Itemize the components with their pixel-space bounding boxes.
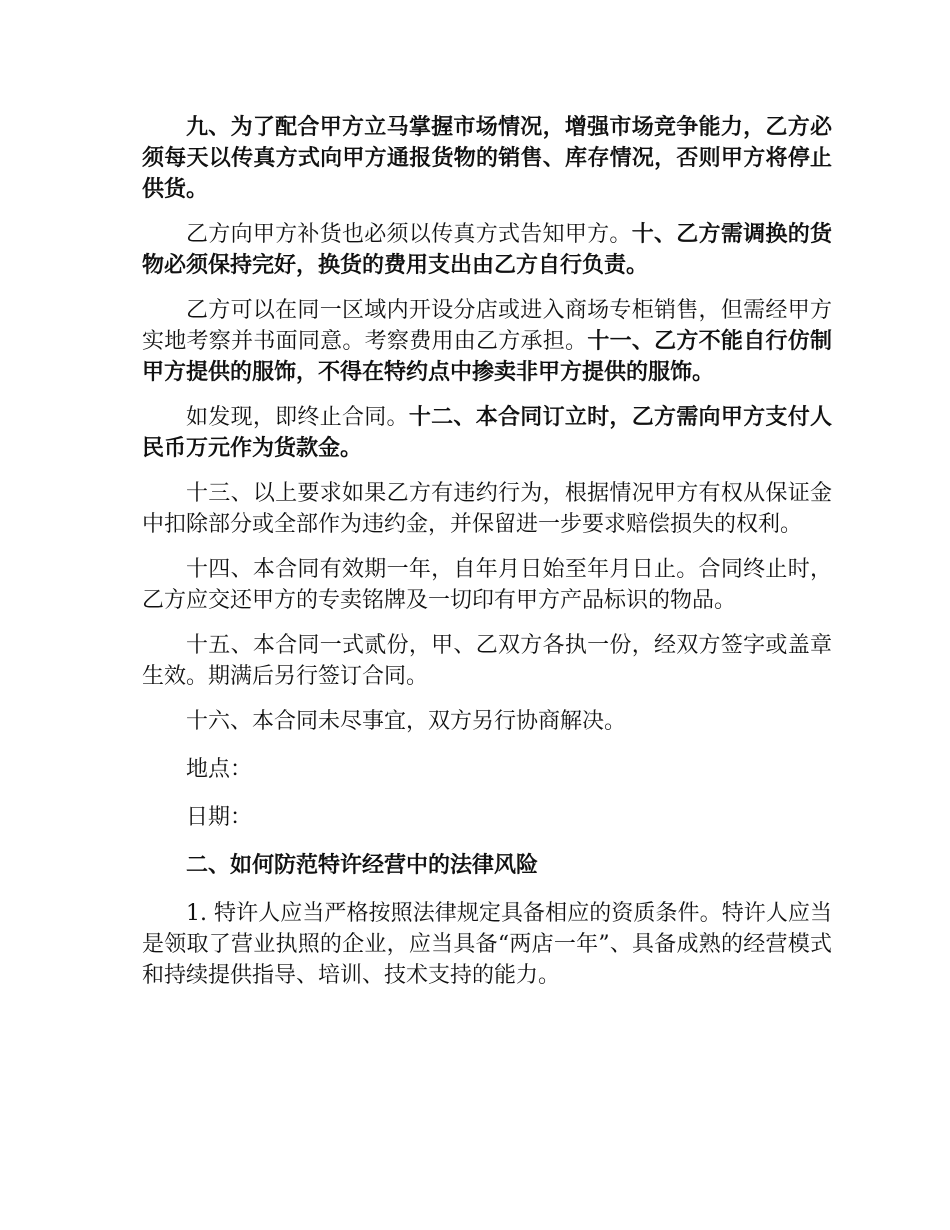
section-2-item-1-text: 1. 特许人应当严格按照法律规定具备相应的资质条件。特许人应当是领取了营业执照的企业，应当具备“两店一年”、具备成熟的经营模式和持续提供指导、培训、技术支持的能力。 — [142, 901, 832, 988]
clause-13 — [142, 478, 832, 540]
location-label: 地点： — [186, 757, 253, 782]
clause-11-continuation-and-clause-12 — [142, 402, 832, 464]
clause-11-text: 十一、乙方不能自行仿制甲方提供的服饰，不得在特约点中掺卖非甲方提供的服饰。 — [142, 328, 832, 385]
clause-12-text: 十二、本合同订立时，乙方需向甲方支付人民币万元作为货款金。 — [142, 404, 832, 461]
document-body — [142, 112, 832, 1005]
section-2-heading — [142, 850, 832, 881]
clause-15 — [142, 630, 832, 692]
date-line — [142, 802, 832, 833]
clause-11-continuation-text: 如发现，即终止合同。 — [186, 405, 409, 430]
clause-9 — [142, 112, 832, 205]
clause-14-text: 十四、本合同有效期一年，自年月日始至年月日止。合同终止时，乙方应交还甲方的专卖铭牌及一切印有甲方产品标识的物品。 — [142, 557, 832, 613]
clause-16-text: 十六、本合同未尽事宜，双方另行协商解决。 — [186, 709, 627, 734]
date-label: 日期： — [186, 805, 253, 830]
clause-10-continuation-and-clause-11 — [142, 295, 832, 388]
clause-10-continuation-text: 乙方可以在同一区域内开设分店或进入商场专柜销售，但需经甲方实地考察并书面同意。考察费用由乙方承担。 — [142, 298, 832, 354]
clause-15-text: 十五、本合同一式贰份，甲、乙双方各执一份，经双方签字或盖章生效。期满后另行签订合同。 — [142, 633, 832, 689]
clause-10-text: 十、乙方需调换的货物必须保持完好，换货的费用支出由乙方自行负责。 — [142, 221, 832, 278]
clause-9-text: 九、为了配合甲方立马掌握市场情况，增强市场竞争能力，乙方必须每天以传真方式向甲方通报货物的销售、库存情况，否则甲方将停止供货。 — [142, 114, 832, 202]
section-2-item-1 — [142, 898, 832, 991]
clause-14 — [142, 554, 832, 616]
clause-9-continuation-and-clause-10 — [142, 219, 832, 281]
clause-9-continuation-text: 乙方向甲方补货也必须以传真方式告知甲方。 — [186, 222, 632, 247]
clause-16 — [142, 706, 832, 737]
clause-13-text: 十三、以上要求如果乙方有违约行为，根据情况甲方有权从保证金中扣除部分或全部作为违约金，并保留进一步要求赔偿损失的权利。 — [142, 481, 832, 537]
section-2-heading-text: 二、如何防范特许经营中的法律风险 — [186, 852, 539, 878]
location-line — [142, 754, 832, 785]
